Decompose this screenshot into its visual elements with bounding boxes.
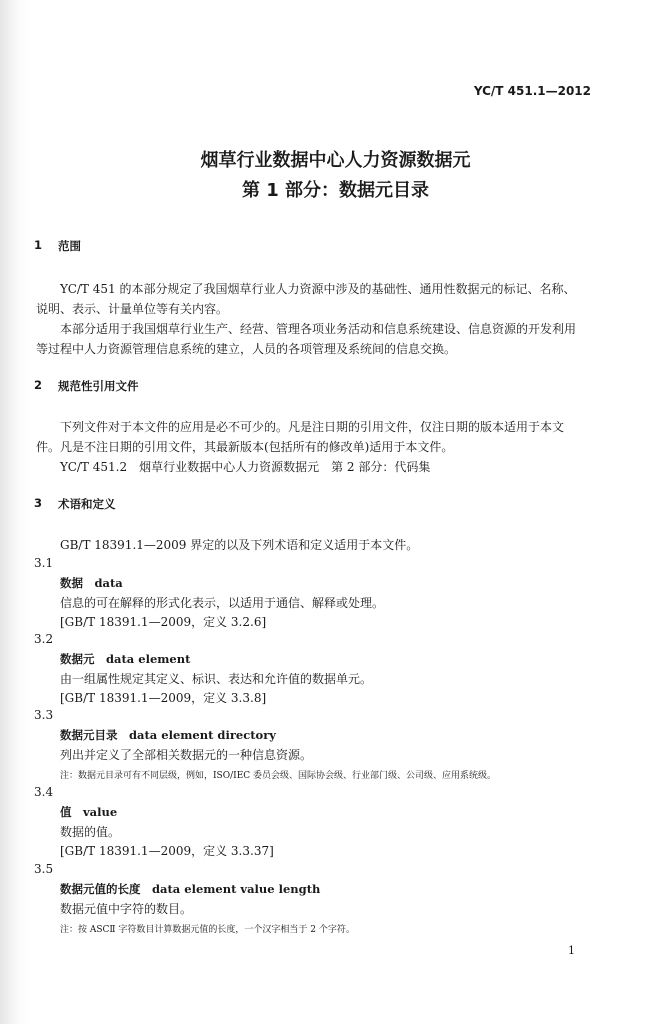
section-2-number: 2 <box>34 378 43 392</box>
s3-intro: GB/T 18391.1—2009 界定的以及下列术语和定义适用于本文件。 <box>60 538 419 552</box>
term-note: 注：按 ASCⅡ 字符数目计算数据元值的长度，一个汉字相当于 2 个字符。 <box>60 925 355 935</box>
section-2-heading: 规范性引用文件 <box>58 379 139 393</box>
section-1-heading: 范围 <box>58 239 81 253</box>
term-definition: 信息的可在解释的形式化表示，以适用于通信、解释或处理。 <box>60 596 385 610</box>
term-name: 数据 data <box>60 576 123 590</box>
term-reference: [GB/T 18391.1—2009，定义 3.3.37] <box>60 844 274 858</box>
s1-para1-line2: 说明、表示、计量单位等有关内容。 <box>36 302 229 316</box>
term-number: 3.1 <box>34 556 54 570</box>
term-number: 3.2 <box>34 632 54 646</box>
s2-reference: YC/T 451.2 烟草行业数据中心人力资源数据元 第 2 部分：代码集 <box>60 460 431 474</box>
term-definition: 数据元值中字符的数目。 <box>60 902 193 916</box>
section-3-number: 3 <box>34 496 43 510</box>
term-definition: 数据的值。 <box>60 825 121 839</box>
term-name: 数据元目录 data element directory <box>60 728 276 742</box>
term-reference: [GB/T 18391.1—2009，定义 3.3.8] <box>60 691 267 705</box>
term-definition: 列出并定义了全部相关数据元的一种信息资源。 <box>60 748 313 762</box>
term-name: 数据元 data element <box>60 652 191 666</box>
term-number: 3.3 <box>34 708 54 722</box>
term-number: 3.4 <box>34 785 54 799</box>
s2-para1-line2: 件。凡是不注日期的引用文件，其最新版本(包括所有的修改单)适用于本文件。 <box>36 440 454 454</box>
s2-para1-line1: 下列文件对于本文件的应用是必不可少的。凡是注日期的引用文件，仅注日期的版本适用于本文 <box>60 420 565 434</box>
s1-para2-line1: 本部分适用于我国烟草行业生产、经营、管理各项业务活动和信息系统建设、信息资源的开发利用 <box>60 322 577 336</box>
s1-para1-line1: YC/T 451 的本部分规定了我国烟草行业人力资源中涉及的基础性、通用性数据元的标记、名称、 <box>60 282 576 296</box>
term-name: 值 value <box>60 805 118 819</box>
section-1-number: 1 <box>34 238 43 252</box>
term-number: 3.5 <box>34 862 54 876</box>
title-line-2: 第 1 部分：数据元目录 <box>241 180 430 201</box>
section-3-heading: 术语和定义 <box>58 497 116 511</box>
s1-para2-line2: 等过程中人力资源管理信息系统的建立，人员的各项管理及系统间的信息交换。 <box>36 342 457 356</box>
page-number: 1 <box>568 944 575 957</box>
standard-code: YC/T 451.1—2012 <box>473 84 591 98</box>
title-line-1: 烟草行业数据中心人力资源数据元 <box>200 150 471 171</box>
term-name: 数据元值的长度 data element value length <box>60 882 321 896</box>
term-reference: [GB/T 18391.1—2009，定义 3.2.6] <box>60 615 267 629</box>
term-definition: 由一组属性规定其定义、标识、表达和允许值的数据单元。 <box>60 672 373 686</box>
term-note: 注：数据元目录可有不同层级，例如，ISO/IEC 委员会级、国际协会级、行业部门级、公司级、应用系统级。 <box>60 771 497 781</box>
